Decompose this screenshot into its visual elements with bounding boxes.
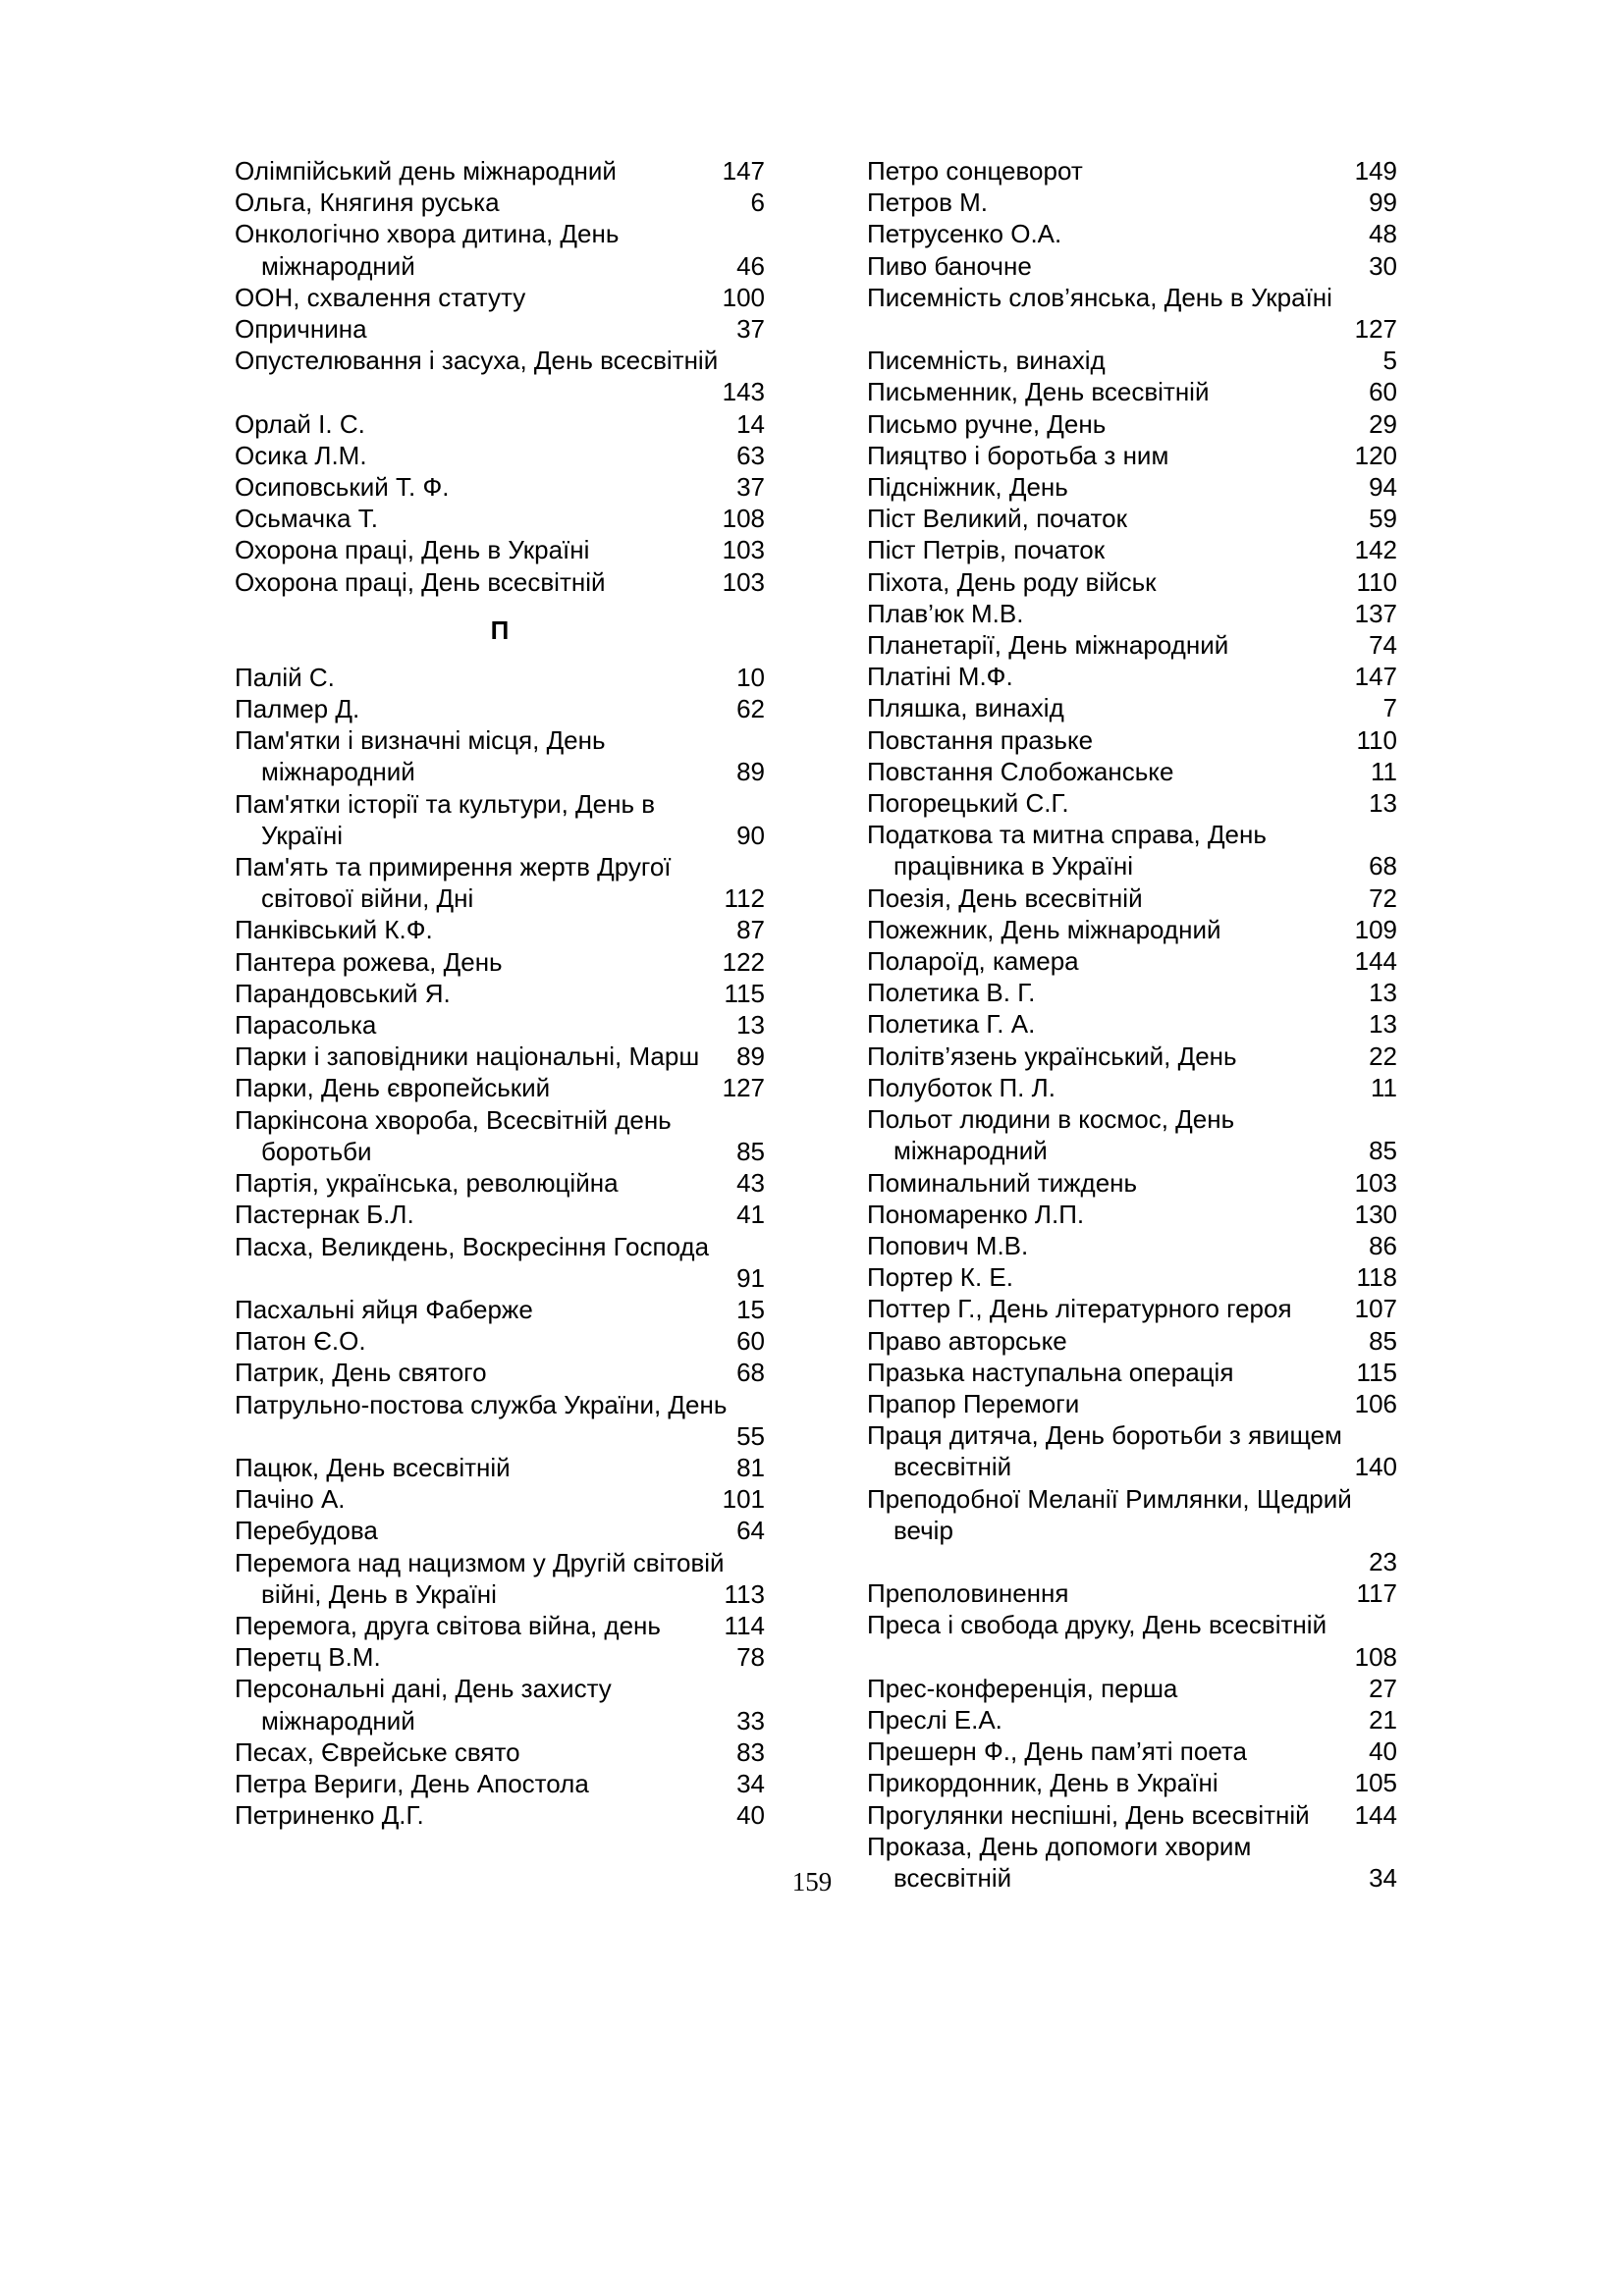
entry-page-number: 149 [1354,156,1397,186]
index-entry [235,1799,765,1831]
page-number: 159 [791,1867,833,1896]
index-entry [867,1609,1397,1672]
entry-term: Палій С. [235,662,335,692]
entry-term: Перемога над нацизмом у Другій світовій [235,1547,725,1577]
index-entry [235,155,765,187]
entry-term: Петриненко Д.Г. [235,1800,424,1831]
index-entry [867,408,1397,440]
entry-term: Прикордонник, День в Україні [867,1768,1218,1798]
index-entry [235,693,765,724]
entry-page-number: 115 [1356,1357,1397,1387]
index-entry [235,724,765,787]
index-entry [235,1610,765,1641]
entry-page-number: 107 [1354,1294,1397,1324]
index-entry [867,629,1397,661]
entry-term: Полуботок П. Л. [867,1072,1056,1102]
entry-page-number: 86 [1369,1230,1397,1260]
entry-term: Поттер Г., День літературного героя [867,1294,1292,1324]
entry-term: Піст Великий, початок [867,504,1127,534]
entry-term: Парки, День європейський [235,1073,551,1103]
entry-page-number: 13 [1369,1009,1397,1040]
entry-page-number: 142 [1354,535,1397,565]
index-entry [867,1230,1397,1261]
entry-page-number: 59 [1369,504,1397,534]
entry-term: Повстання Слобожанське [867,756,1174,786]
entry-term: Преслі Е.А. [867,1704,1002,1735]
entry-page-number: 117 [1356,1578,1397,1609]
entry-page-number: 99 [1369,187,1397,218]
entry-page-number: 40 [736,1800,765,1831]
entry-term: Пастернак Б.Л. [235,1200,414,1230]
entry-term: війні, День в Україні [261,1578,497,1609]
entry-term: Поминальний тиждень [867,1167,1138,1198]
entry-term: Песах, Єврейське свято [235,1736,520,1767]
entry-term: Пантера рожева, День [235,946,503,977]
entry-term: всесвітній [893,1862,1012,1893]
entry-page-number: 101 [722,1484,765,1515]
entry-term: Персональні дані, День захисту [235,1674,612,1704]
entry-term: міжнародний [261,757,415,787]
entry-page-number: 34 [736,1768,765,1798]
index-entry [867,1293,1397,1324]
entry-term: Пам'ять та примирення жертв Другої [235,852,672,882]
entry-page-number: 37 [736,472,765,503]
index-entry [867,566,1397,598]
entry-term: Олімпійський день міжнародний [235,156,617,186]
index-entry [235,503,765,534]
entry-term: Прешерн Ф., День пам’яті поета [867,1736,1247,1767]
index-entry [867,756,1397,787]
index-entry [235,187,765,218]
entry-page-number: 87 [736,915,765,945]
entry-page-number: 29 [1369,408,1397,439]
index-entry [867,1483,1397,1578]
entry-page-number: 13 [736,1010,765,1041]
entry-term: Пияцтво і боротьба з ним [867,440,1169,470]
entry-page-number: 40 [1369,1736,1397,1767]
index-entry [867,1072,1397,1103]
entry-term: Письменник, День всесвітній [867,377,1210,407]
entry-term: ООН, схвалення статуту [235,282,526,312]
entry-page-number: 106 [1354,1388,1397,1418]
entry-term: Плав’юк М.В. [867,598,1024,628]
entry-term: Піст Петрів, початок [867,535,1106,565]
entry-term: Підсніжник, День [867,472,1068,503]
index-entry [867,598,1397,629]
entry-term: Патрик, День святого [235,1358,487,1388]
entry-term: боротьби [261,1136,372,1166]
index-entry [235,1357,765,1388]
index-entry [867,945,1397,977]
entry-page-number: 41 [736,1200,765,1230]
entry-page-number: 105 [1354,1768,1397,1798]
index-entry [867,1103,1397,1166]
entry-term: Пляшка, винахід [867,693,1064,723]
entry-page-number: 130 [1354,1199,1397,1229]
entry-term: Піхота, День роду військ [867,566,1157,597]
entry-page-number: 5 [1382,346,1397,376]
entry-term: Портер К. Е. [867,1262,1013,1293]
entry-term: Орлай І. С. [235,408,365,439]
entry-page-number: 85 [1369,1325,1397,1356]
entry-page-number: 22 [1369,1041,1397,1071]
entry-page-number: 27 [1369,1673,1397,1703]
index-entry [235,1389,765,1452]
entry-term: Поезія, День всесвітній [867,882,1143,913]
entry-term: Прес-конференція, перша [867,1673,1178,1703]
index-column-left [235,155,765,1831]
index-entry [867,1767,1397,1798]
entry-term: Писемність слов’янська, День в Україні [867,282,1332,312]
index-entry [235,1294,765,1325]
index-entry [867,345,1397,376]
entry-term: Право авторське [867,1325,1067,1356]
entry-term: Письмо ручне, День [867,408,1107,439]
entry-term: Полетика В. Г. [867,978,1036,1008]
entry-page-number: 23 [1369,1546,1397,1576]
index-entry [867,155,1397,187]
entry-page-number: 11 [1371,1072,1397,1102]
entry-term: Податкова та митна справа, День [867,820,1267,850]
entry-page-number: 78 [736,1642,765,1673]
entry-page-number: 113 [724,1578,765,1609]
entry-page-number: 108 [722,504,765,534]
entry-term: Перебудова [235,1516,378,1546]
entry-term: Паркінсона хвороба, Всесвітній день [235,1104,672,1135]
index-entry [235,946,765,978]
entry-page-number: 127 [722,1073,765,1103]
entry-term: Пам'ятки історії та культури, День в [235,788,656,819]
index-entry [867,250,1397,282]
index-entry [867,1008,1397,1040]
index-entry [235,1325,765,1357]
index-entry [867,534,1397,565]
entry-page-number: 15 [736,1294,765,1324]
index-entry [235,1452,765,1483]
index-entry [867,1199,1397,1230]
index-entry [235,1515,765,1546]
entry-page-number: 127 [1354,314,1397,345]
entry-term: Опричнина [235,314,367,345]
entry-term: Прапор Перемоги [867,1388,1080,1418]
entry-term: Осика Л.М. [235,440,367,470]
entry-term: Пацюк, День всесвітній [235,1452,511,1482]
entry-term: Праця дитяча, День боротьби з явищем [867,1420,1342,1451]
entry-term: Осьмачка Т. [235,504,378,534]
entry-term: Попович М.В. [867,1230,1029,1260]
entry-term: Повстання празьке [867,724,1094,755]
index-entry [867,1388,1397,1419]
entry-page-number: 68 [736,1358,765,1388]
index-entry [867,187,1397,218]
entry-page-number: 68 [1369,851,1397,881]
index-entry [867,1357,1397,1388]
index-entry [235,471,765,503]
entry-page-number: 55 [736,1420,765,1451]
entry-page-number: 144 [1354,1799,1397,1830]
index-entry [867,1577,1397,1609]
entry-page-number: 10 [736,662,765,692]
section-heading: П [490,614,510,645]
entry-term: Польот людини в космос, День [867,1104,1235,1135]
entry-page-number: 48 [1369,219,1397,249]
index-entry [867,914,1397,945]
index-entry [867,440,1397,471]
index-entry [867,1704,1397,1735]
entry-term: Парасолька [235,1010,377,1041]
entry-page-number: 62 [736,694,765,724]
index-entry [867,218,1397,249]
entry-term: Петров М. [867,187,989,218]
index-entry [867,503,1397,534]
entry-term: вечір [893,1515,953,1545]
entry-term: Парки і заповідники національні, Марш [235,1041,700,1072]
entry-term: Планетарії, День міжнародний [867,630,1229,661]
entry-page-number: 114 [724,1610,765,1640]
entry-page-number: 11 [1371,756,1397,786]
index-entry [867,724,1397,756]
entry-page-number: 46 [736,250,765,281]
entry-page-number: 60 [736,1326,765,1357]
entry-page-number: 60 [1369,377,1397,407]
entry-page-number: 7 [1382,693,1397,723]
entry-term: Палмер Д. [235,694,360,724]
index-entry [867,376,1397,407]
entry-page-number: 89 [736,757,765,787]
index-entry [235,788,765,851]
entry-term: Платіні М.Ф. [867,662,1013,692]
index-entry [235,282,765,313]
index-entry [235,313,765,345]
entry-page-number: 94 [1369,472,1397,503]
entry-term: Петро сонцеворот [867,156,1083,186]
index-entry [235,408,765,440]
entry-page-number: 147 [1354,662,1397,692]
entry-page-number: 83 [736,1736,765,1767]
index-entry [867,819,1397,881]
entry-term: Петра Вериги, День Апостола [235,1768,589,1798]
entry-term: Погорецький С.Г. [867,788,1069,819]
index-entry [235,1483,765,1515]
index-entry [867,282,1397,345]
entry-page-number: 85 [1369,1136,1397,1166]
entry-term: Парандовський Я. [235,978,451,1008]
index-entry [235,566,765,598]
entry-term: Пиво баночне [867,250,1032,281]
entry-page-number: 137 [1354,598,1397,628]
entry-term: Пачіно А. [235,1484,346,1515]
entry-term: працівника в Україні [893,851,1134,881]
entry-page-number: 64 [736,1516,765,1546]
entry-page-number: 30 [1369,250,1397,281]
entry-term: Преподобної Меланії Римлянки, Щедрий [867,1483,1352,1514]
index-entry [867,692,1397,723]
index-entry [235,1736,765,1768]
index-entry [867,1673,1397,1704]
entry-page-number: 21 [1369,1704,1397,1735]
entry-page-number: 6 [750,187,765,218]
entry-term: Онкологічно хвора дитина, День [235,219,620,249]
entry-page-number: 89 [736,1041,765,1072]
entry-page-number: 147 [722,156,765,186]
entry-term: Патон Є.О. [235,1326,366,1357]
entry-term: Полароїд, камера [867,946,1079,977]
entry-term: Осиповський Т. Ф. [235,472,450,503]
entry-page-number: 103 [722,535,765,565]
index-entry [867,1261,1397,1293]
index-entry [235,1768,765,1799]
entry-term: Політв’язень український, День [867,1041,1237,1071]
index-entry [235,1199,765,1230]
entry-page-number: 103 [722,566,765,597]
entry-page-number: 81 [736,1452,765,1482]
entry-page-number: 34 [1369,1862,1397,1893]
entry-term: всесвітній [893,1452,1012,1482]
entry-term: Пасхальні яйця Фаберже [235,1294,533,1324]
index-entry [235,1104,765,1167]
entry-term: Партія, українська, революційна [235,1168,619,1199]
entry-page-number: 110 [1356,566,1397,597]
entry-term: Перетц В.М. [235,1642,381,1673]
index-entry [235,851,765,914]
entry-page-number: 74 [1369,630,1397,661]
entry-term: Перемога, друга світова війна, день [235,1610,661,1640]
entry-term: Писемність, винахід [867,346,1106,376]
entry-page-number: 13 [1369,978,1397,1008]
index-entry [867,1041,1397,1072]
entry-page-number: 112 [724,883,765,914]
entry-term: Прогулянки неспішні, День всесвітній [867,1799,1310,1830]
entry-term: міжнародний [893,1136,1048,1166]
entry-page-number: 90 [736,820,765,850]
entry-term: світової війни, Дні [261,883,474,914]
entry-term: міжнародний [261,250,415,281]
index-entry [235,1072,765,1103]
index-entry [867,787,1397,819]
entry-term: Петрусенко О.А. [867,219,1062,249]
index-entry [235,1041,765,1072]
entry-term: Празька наступальна операція [867,1357,1234,1387]
entry-term: Преса і свобода друку, День всесвітній [867,1610,1327,1640]
entry-page-number: 43 [736,1168,765,1199]
entry-page-number: 100 [722,282,765,312]
entry-page-number: 85 [736,1136,765,1166]
entry-term: Пономаренко Л.П. [867,1199,1085,1229]
index-entry [235,1167,765,1199]
entry-page-number: 144 [1354,946,1397,977]
index-entry [867,1799,1397,1831]
index-entry [235,1231,765,1294]
entry-page-number: 110 [1356,724,1397,755]
index-entry [235,914,765,945]
entry-page-number: 122 [722,946,765,977]
index-entry [867,977,1397,1008]
index-entry [867,1325,1397,1357]
index-entry [235,534,765,565]
entry-term: Патрульно-постова служба України, День [235,1389,728,1419]
entry-term: Опустелювання і засуха, День всесвітній [235,346,719,376]
entry-term: Охорона праці, День всесвітній [235,566,606,597]
entry-page-number: 72 [1369,882,1397,913]
index-entry [867,471,1397,503]
entry-page-number: 115 [724,978,765,1008]
entry-page-number: 140 [1354,1452,1397,1482]
entry-page-number: 120 [1354,440,1397,470]
index-entry [235,1009,765,1041]
entry-page-number: 33 [736,1705,765,1735]
entry-term: Україні [261,820,344,850]
entry-term: Пам'ятки і визначні місця, День [235,725,606,756]
index-entry [235,1547,765,1610]
entry-term: Охорона праці, День в Україні [235,535,590,565]
index-entry [867,1419,1397,1482]
entry-page-number: 37 [736,314,765,345]
index-entry [235,345,765,407]
index-entry [235,978,765,1009]
entry-term: Пожежник, День міжнародний [867,914,1221,944]
entry-page-number: 14 [736,408,765,439]
index-entry [235,1673,765,1735]
entry-page-number: 143 [722,377,765,407]
entry-page-number: 91 [736,1262,765,1293]
entry-page-number: 108 [1354,1641,1397,1672]
entry-page-number: 118 [1356,1262,1397,1293]
entry-term: Пасха, Великдень, Воскресіння Господа [235,1231,710,1261]
entry-term: міжнародний [261,1705,415,1735]
index-entry [867,882,1397,914]
entry-page-number: 63 [736,440,765,470]
entry-term: Преполовинення [867,1578,1069,1609]
index-entry [235,662,765,693]
index-entry [235,218,765,281]
index-entry [867,1167,1397,1199]
entry-term: Ольга, Княгиня руська [235,187,500,218]
entry-term: Полетика Г. А. [867,1009,1036,1040]
index-entry [867,1735,1397,1767]
entry-term: Панківський К.Ф. [235,915,433,945]
entry-page-number: 109 [1354,914,1397,944]
index-entry [235,440,765,471]
index-entry [235,1641,765,1673]
entry-page-number: 13 [1369,788,1397,819]
index-entry [867,661,1397,692]
entry-term: Проказа, День допомоги хворим [867,1831,1252,1861]
entry-page-number: 103 [1354,1167,1397,1198]
index-column-right [867,155,1397,1894]
